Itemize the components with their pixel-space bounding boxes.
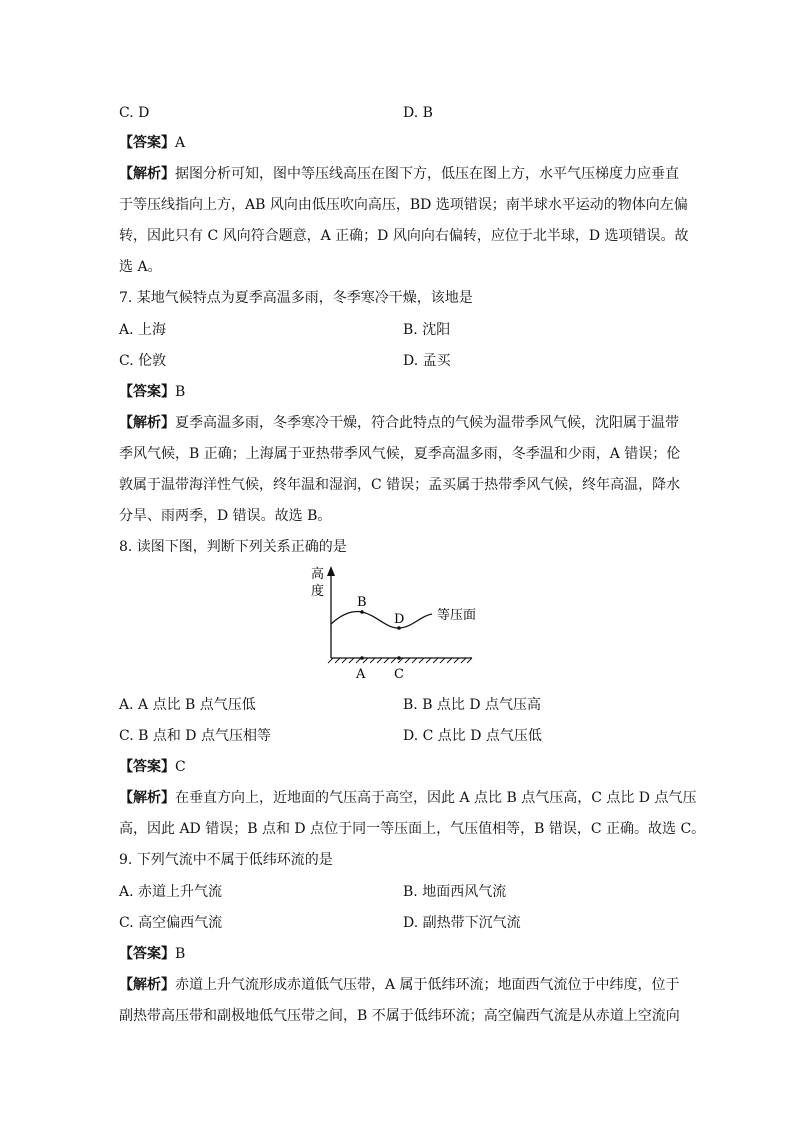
- q7-explanation-line-1: [119, 412, 679, 434]
- q8-option-d: D. C 点比 D 点气压低: [403, 728, 542, 744]
- q9-option-c: C. 高空偏西气流: [119, 915, 223, 931]
- explain-label: 【解析】: [119, 977, 175, 993]
- point-b-marker: [360, 610, 364, 614]
- q6-option-d: D. B: [403, 105, 433, 121]
- q9-option-b: B. 地面西风气流: [403, 884, 507, 900]
- q9-explanation-line-1: [119, 974, 679, 996]
- q7-question: 7. 某地气候特点为夏季高温多雨，冬季寒冷干燥，该地是: [119, 290, 473, 306]
- q7-option-b: B. 沈阳: [403, 322, 451, 338]
- y-axis-label-1: 高: [311, 567, 325, 582]
- q6-option-c: C. D: [119, 105, 150, 121]
- q6-explanation-line-2: 于等压线指向上方，AB 风向由低压吹向高压，BD 选项错误；南半球水平运动的物体向左偏: [119, 197, 688, 213]
- answer-label: 【答案】: [119, 946, 175, 962]
- explain-text: 夏季高温多雨，冬季寒冷干燥，符合此特点的气候为温带季风气候，沈阳属于温带: [175, 415, 679, 431]
- answer-value: B: [175, 384, 186, 400]
- q9-option-d: D. 副热带下沉气流: [403, 915, 521, 931]
- q8-explanation-line-2: 高，因此 AD 错误；B 点和 D 点位于同一等压面上，气压值相等，B 错误，C 正确。故选 C。: [119, 821, 706, 837]
- q6-answer: [119, 132, 679, 154]
- q6-explanation-line-3: 转，因此只有 C 风向符合题意，A 正确；D 风向向右偏转，应位于北半球，D 选项错误。故: [119, 228, 689, 244]
- q8-question: 8. 读图下图，判断下列关系正确的是: [119, 539, 347, 555]
- point-c-label: C: [394, 667, 404, 682]
- q7-option-a: A. 上海: [119, 322, 167, 338]
- q9-option-a: A. 赤道上升气流: [119, 884, 223, 900]
- point-a-label: A: [356, 667, 366, 682]
- q8-answer: [119, 756, 679, 778]
- q7-option-d: D. 孟买: [403, 353, 451, 369]
- isobaric-curve: [331, 612, 432, 629]
- q7-option-c: C. 伦敦: [119, 353, 167, 369]
- q7-explanation-line-4: 分旱、雨两季，D 错误。故选 B。: [119, 508, 332, 524]
- q7-explanation-line-3: 敦属于温带海洋性气候，终年温和湿润，C 错误；孟买属于热带季风气候，终年高温，降水: [119, 477, 681, 493]
- y-axis-label-2: 度: [311, 584, 325, 599]
- q9-explanation-line-2: 副热带高压带和副极地低气压带之间，B 不属于低纬环流；高空偏西气流是从赤道上空流向: [119, 1008, 680, 1024]
- q8-option-a: A. A 点比 B 点气压低: [119, 697, 256, 713]
- q6-explanation-line-1: [119, 163, 679, 185]
- answer-value: A: [175, 135, 186, 151]
- isobaric-surface-diagram: [300, 562, 500, 684]
- point-c-marker: [397, 656, 401, 660]
- answer-value: B: [175, 946, 186, 962]
- explain-text: 赤道上升气流形成赤道低气压带，A 属于低纬环流；地面西气流位于中纬度，位于: [175, 977, 680, 993]
- explain-label: 【解析】: [119, 166, 175, 182]
- q8-option-c: C. B 点和 D 点气压相等: [119, 728, 271, 744]
- q6-explanation-line-4: 选 A。: [119, 259, 162, 275]
- answer-label: 【答案】: [119, 135, 175, 151]
- answer-label: 【答案】: [119, 759, 175, 775]
- axis-arrow-icon: [327, 566, 335, 576]
- q7-explanation-line-2: 季风气候，B 正确；上海属于亚热带季风气候，夏季高温多雨，冬季温和少雨，A 错误；伦: [119, 446, 681, 462]
- point-b-label: B: [357, 595, 367, 610]
- q7-answer: [119, 381, 679, 403]
- q8-option-b: B. B 点比 D 点气压高: [403, 697, 542, 713]
- explain-label: 【解析】: [119, 790, 175, 806]
- answer-value: C: [175, 759, 186, 775]
- q9-question: 9. 下列气流中不属于低纬环流的是: [119, 852, 333, 868]
- q9-answer: [119, 943, 679, 965]
- q8-explanation-line-1: [119, 787, 697, 809]
- explain-text: 据图分析可知，图中等压线高压在图下方，低压在图上方，水平气压梯度力应垂直: [175, 166, 679, 182]
- point-d-label: D: [394, 612, 405, 627]
- point-a-marker: [360, 656, 364, 660]
- explain-text: 在垂直方向上，近地面的气压高于高空，因此 A 点比 B 点气压高，C 点比 D 点气压: [175, 790, 697, 806]
- answer-label: 【答案】: [119, 384, 175, 400]
- curve-label: 等压面: [437, 608, 477, 623]
- explain-label: 【解析】: [119, 415, 175, 431]
